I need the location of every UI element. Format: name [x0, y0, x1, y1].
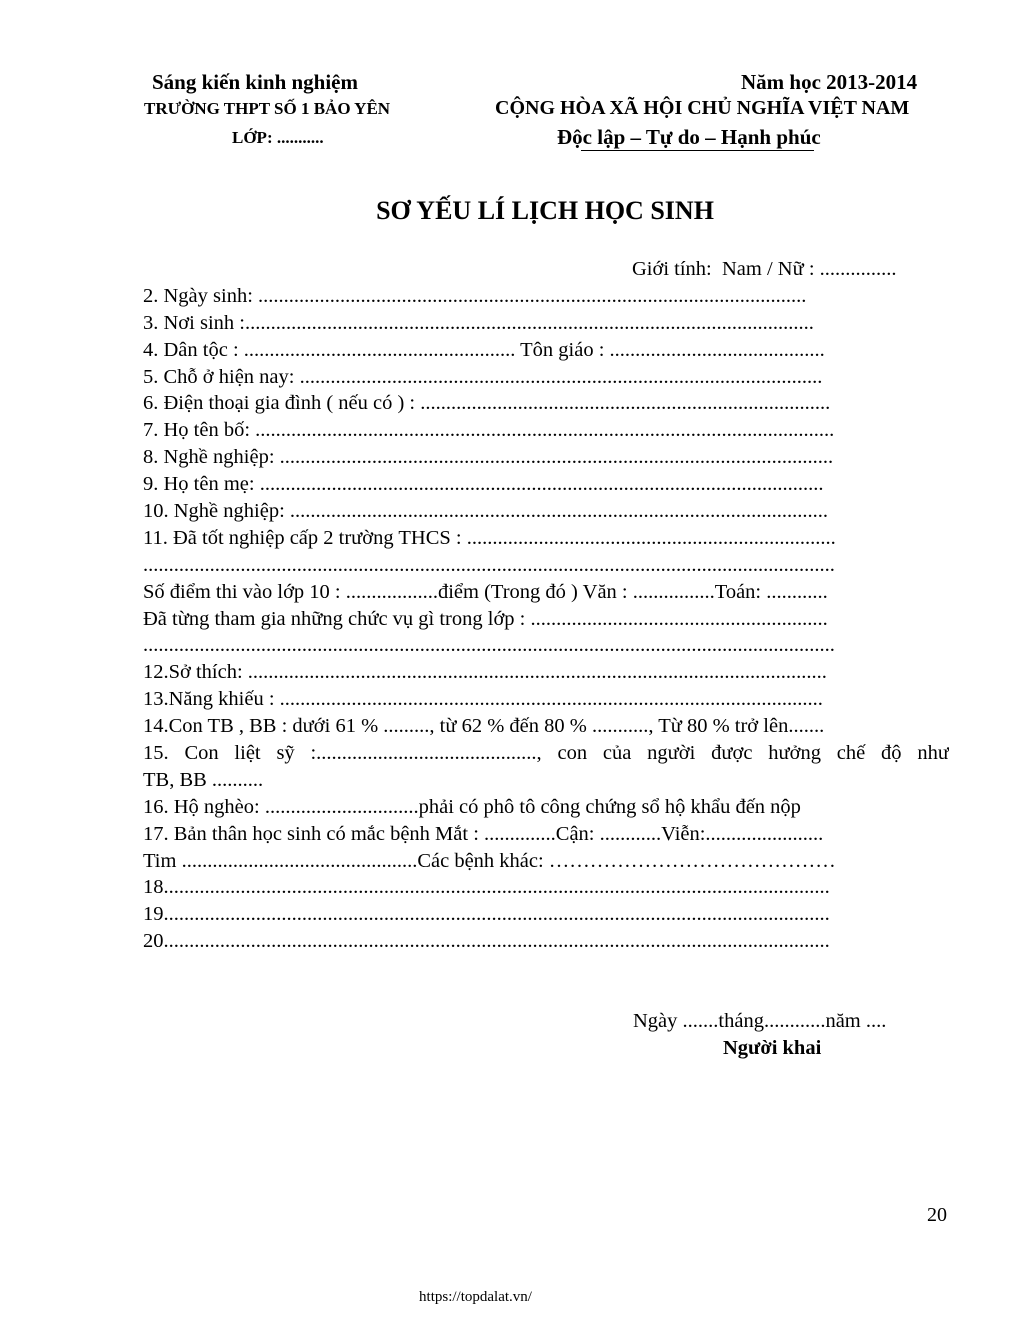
mother-occupation-field: 10. Nghề nghiệp: ......................................................................................................... [143, 500, 829, 523]
ethnicity-religion-field: 4. Dân tộc : ..................................................... Tôn giáo : .......................................... [143, 338, 825, 361]
birth-date-field: 2. Ngày sinh: ........................................................................................................... [143, 284, 807, 307]
header-country: CỘNG HÒA XÃ HỘI CHỦ NGHĨA VIỆT NAM [495, 97, 910, 119]
hobbies-field: 12.Sở thích: ................................................................................................................. [143, 661, 827, 684]
header-class: LỚP: ........... [232, 128, 324, 147]
extra-line-19: 19.................................................................................................................................. [143, 903, 830, 926]
form-title: SƠ YẾU LÍ LỊCH HỌC SINH [376, 196, 714, 225]
mother-name-field: 9. Họ tên mẹ: .............................................................................................................. [143, 473, 824, 496]
motto-underline [581, 150, 814, 151]
footer-url: https://topdalat.vn/ [419, 1289, 532, 1305]
header-school-year: Năm học 2013-2014 [741, 70, 918, 94]
current-address-field: 5. Chỗ ở hiện nay: ...................................................................................................... [143, 365, 823, 388]
talents-field: 13.Năng khiếu : .......................................................................................................... [143, 688, 823, 711]
extra-line-20: 20.................................................................................................................................. [143, 930, 830, 953]
header-left-title: Sáng kiến kinh nghiệm [152, 70, 359, 94]
class-roles-continued: ....................................................................................................................................... [143, 634, 835, 657]
martyr-child-field: 15. Con liệt sỹ :..........................................., con của người được hưởng chế độ như [143, 742, 949, 765]
eye-disease-field: 17. Bản thân học sinh có mắc bệnh Mắt : ..............Cận: ............Viễn:....................... [143, 822, 824, 845]
entrance-score-field: Số điểm thi vào lớp 10 : ..................điểm (Trong đó ) Văn : ................Toán: ............ [143, 580, 828, 603]
header-school-name: TRƯỜNG THPT SỐ 1 BẢO YÊN [144, 99, 391, 118]
signer-label: Người khai [723, 1037, 822, 1059]
gender-field: Giới tính: Nam / Nữ : ............... [632, 258, 897, 280]
invalid-child-field: 14.Con TB , BB : dưới 61 % ........., từ 62 % đến 80 % ..........., Từ 80 % trở lên....... [143, 715, 825, 738]
father-name-field: 7. Họ tên bố: ................................................................................................................. [143, 419, 835, 442]
form-line-1 [143, 256, 949, 283]
class-roles-field: Đã từng tham gia những chức vụ gì trong lớp : .......................................................... [143, 607, 828, 630]
secondary-school-field: 11. Đã tốt nghiệp cấp 2 trường THCS : ........................................................................ [143, 526, 836, 549]
family-phone-field: 6. Điện thoại gia đình ( nếu có ) : ................................................................................ [143, 392, 831, 415]
birth-place-field: 3. Nơi sinh :............................................................................................................... [143, 311, 814, 334]
page-number: 20 [927, 1204, 947, 1226]
poor-household-field: 16. Hộ nghèo: ..............................phải có phô tô công chứng sổ hộ khẩu đến nộp [143, 795, 801, 818]
extra-line-18: 18.................................................................................................................................. [143, 876, 830, 899]
heart-other-disease-field: Tim ..............................................Các bệnh khác: …………………………………… [143, 849, 836, 872]
student-form [143, 256, 949, 955]
header-motto: Độc lập – Tự do – Hạnh phúc [557, 125, 821, 149]
martyr-child-continued: TB, BB .......... [143, 768, 264, 791]
secondary-school-continued: ....................................................................................................................................... [143, 553, 835, 576]
father-occupation-field: 8. Nghề nghiệp: ............................................................................................................ [143, 446, 834, 469]
signature-date: Ngày .......tháng............năm .... [633, 1010, 887, 1032]
